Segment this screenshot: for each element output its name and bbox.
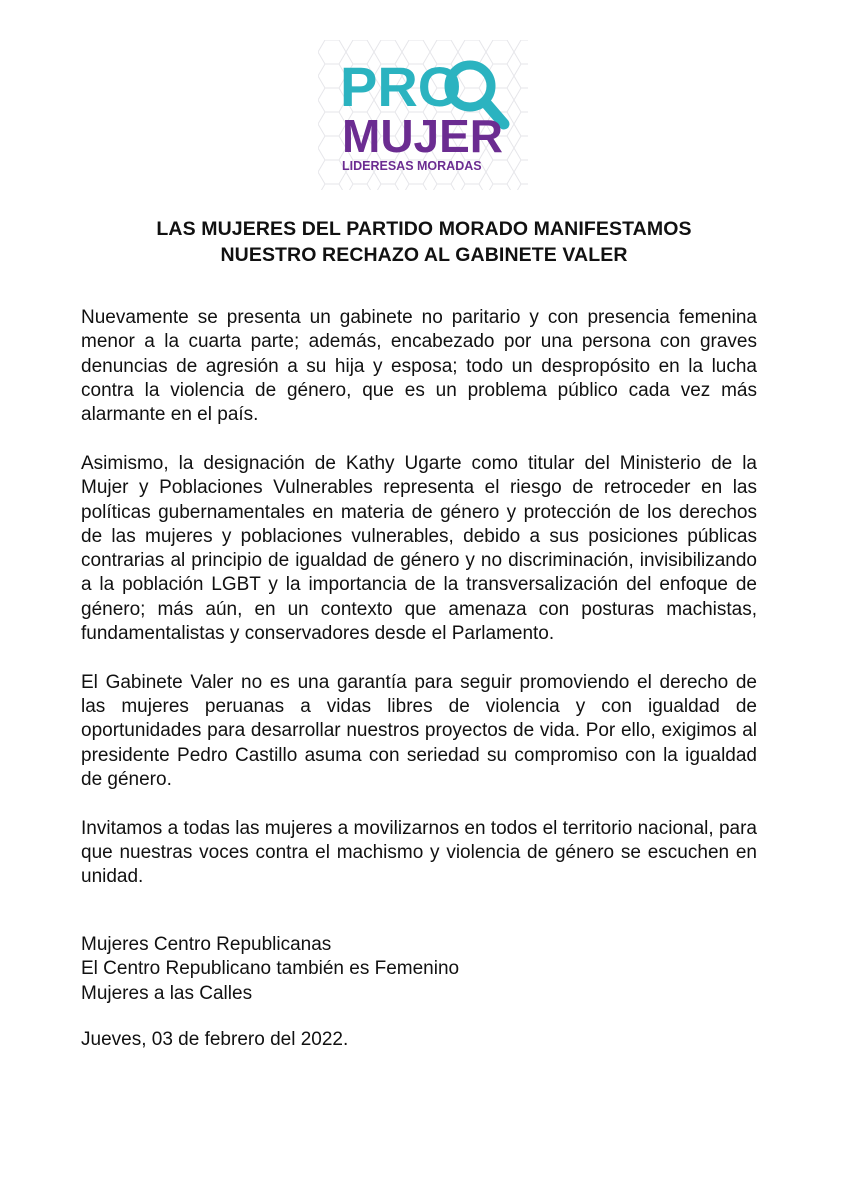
logo-graphic (318, 40, 528, 190)
signatures (81, 933, 459, 1006)
signature-line-3: Mujeres a las Calles (81, 982, 253, 1004)
document-title (0, 216, 848, 268)
paragraph-3: El Gabinete Valer no es una garantía para seguir promoviendo el derecho de las mujeres peruanas a vidas libres de violencia y con igualdad de oportunidades para desarrollar nuestros proyectos de vida. Por ello, exigimos al presidente Pedro Castillo asuma con seriedad su compromiso con la igualdad de género. (81, 671, 757, 791)
paragraph-1: Nuevamente se presenta un gabinete no paritario y con presencia femenina menor a la cuarta parte; además, encabezado por una persona con graves denuncias de agresión a su hija y esposa; todo un despropósito en la lucha contra la violencia de género, que es un problema público cada vez más alarmante en el país. (81, 307, 757, 426)
paragraph-2: Asimismo, la designación de Kathy Ugarte como titular del Ministerio de la Mujer y Poblaciones Vulnerables representa el riesgo de retroceder en las políticas gubernamentales en materia de género y protección de los derechos de las mujeres y poblaciones vulnerables, debido a sus posiciones públicas contrarias al principio de igualdad de género y no discriminación, invisibilizando a la población LGBT y la importancia de la transversalización del enfoque de género; más aún, en un contexto que amenaza con posturas machistas, fundamentalistas y conservadores desde el Parlamento. (81, 452, 757, 645)
statement-body (81, 306, 757, 914)
title-line-2: NUESTRO RECHAZO AL GABINETE VALER (220, 244, 628, 266)
logo (318, 40, 528, 190)
logo-subtitle-text: LIDERESAS MORADAS (342, 159, 482, 173)
title-line-1: LAS MUJERES DEL PARTIDO MORADO MANIFESTAMOS (156, 218, 692, 240)
logo-mujer-text: MUJER (342, 110, 504, 162)
logo-pro-text: PRO (340, 55, 462, 118)
signature-line-2: El Centro Republicano también es Femenino (81, 958, 460, 980)
document-date: Jueves, 03 de febrero del 2022. (81, 1029, 349, 1050)
signature-line-1: Mujeres Centro Republicanas (81, 934, 332, 955)
paragraph-4: Invitamos a todas las mujeres a movilizarnos en todos el territorio nacional, para que nuestras voces contra el machismo y violencia de género se escuchen en unidad. (81, 817, 757, 888)
